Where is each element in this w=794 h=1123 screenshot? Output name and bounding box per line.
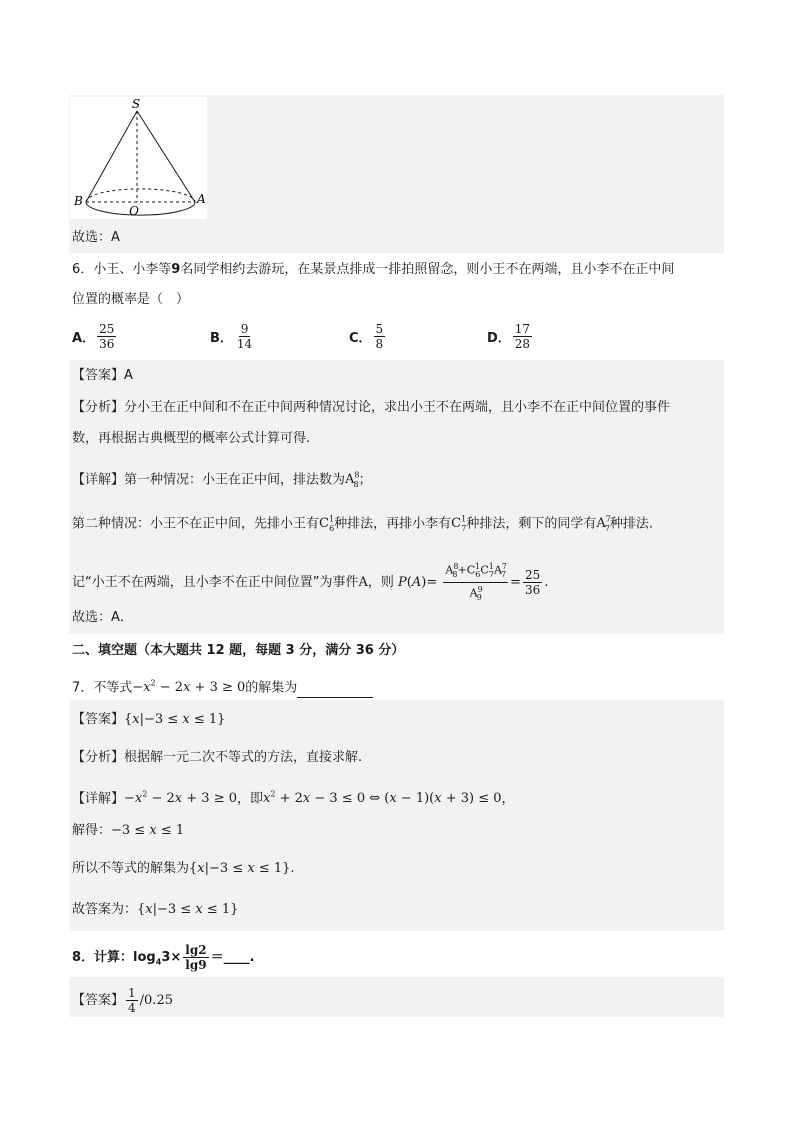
q7-detail	[72, 785, 515, 809]
answer-value: A	[124, 368, 133, 383]
event-name: A	[358, 574, 368, 590]
q6-option-c	[349, 322, 387, 351]
final-label: 故答案为：	[72, 902, 138, 917]
detail-end: ；	[358, 472, 372, 488]
q8-stem	[72, 943, 255, 973]
q6-option-a	[72, 322, 118, 351]
perm-a77: $A^7_7$	[596, 515, 611, 533]
cone-figure	[70, 97, 207, 219]
q7-solve	[72, 821, 184, 841]
conclusion-end: .	[290, 861, 295, 876]
cone-diagram	[70, 97, 207, 219]
section2-title: 二、填空题（本大题共 12 题，每题 3 分，满分 36 分）	[72, 643, 405, 658]
q6-stem-line1	[72, 260, 674, 280]
q8-fraction: $\frac{\lg 2}{\lg 9}$	[185, 943, 207, 972]
q7-final	[72, 900, 238, 920]
conclusion-set: {x|−3 ≤ x ≤ 1}	[189, 861, 291, 876]
detail-equiv: $x^2 + 2x - 3 \le 0$ ⇔ (x − 1)(x + 3) ≤ 0	[263, 790, 502, 807]
label-s: S	[131, 97, 141, 111]
q6-stem-a: 6．小王、小李等	[72, 262, 172, 277]
comb-c17: $C^1_7$	[451, 515, 467, 533]
answer-blank	[297, 683, 373, 698]
detail-text: 记“小王不在两端，且小李不在正中间位置”为事件	[72, 574, 359, 590]
analysis-text: 分小王在正中间和不在正中间两种情况讨论，求出小王不在两端，且小李不在正中间位置的事件	[124, 400, 671, 415]
detail-ineq: $-x^2 - 2x + 3 \ge 0$	[124, 790, 237, 807]
q7-analysis	[72, 748, 362, 768]
q8-answer-fraction: $\frac{1}{4}$	[128, 986, 136, 1015]
q6-detail-line3: 记“小王不在两端，且小李不在正中间位置”为事件A，则 P(A)= $\frac{A^8_8+C^1_6C^1_7A^7_7}{A^9_9}$ = $\frac{25}{36}$ .	[72, 560, 548, 605]
detail-text: 种排法，剩下的同学有	[466, 516, 597, 532]
q8-answer	[72, 986, 173, 1015]
prob-fraction: $\frac{A^8_8+C^1_6C^1_7A^7_7}{A^9_9}$	[445, 562, 507, 602]
option-fraction: $\frac{25}{36}$	[99, 322, 115, 351]
perm-a88: $A^8_8$	[345, 471, 360, 489]
q7-stem-tail: 的解集为	[245, 680, 298, 696]
q6-detail-line1	[72, 466, 372, 495]
option-fraction: $\frac{17}{28}$	[514, 322, 531, 351]
label-b: B	[74, 194, 83, 208]
conclusion-text: 所以不等式的解集为	[72, 861, 190, 876]
option-label: A．	[72, 331, 96, 346]
q6-stem-b: 名同学相约去游玩，在某景点排成一排拍照留念，则小王不在两端，且小李不在正中间	[180, 262, 675, 277]
q7-solution-block	[69, 700, 724, 931]
analysis-tag: 【分析】	[72, 750, 125, 765]
option-label: B．	[210, 331, 233, 346]
q6-stem-line2: 位置的概率是（ ）	[72, 292, 190, 307]
q8-stem-text: 8．计算：	[72, 950, 134, 965]
q6-option-b	[210, 322, 256, 351]
q8-expression: $\log_43\times$	[133, 950, 182, 967]
q6-analysis-line1	[72, 398, 670, 418]
q6-answer	[72, 366, 133, 386]
analysis-text: 根据解一元二次不等式的方法，直接求解.	[124, 750, 363, 765]
detail-text: 种排法，再排小李有	[334, 516, 452, 532]
q7-conclusion	[72, 859, 295, 879]
prob-expr: P	[398, 574, 407, 590]
q7-inequality: $-x^2 - 2x + 3 \ge 0$	[132, 679, 246, 696]
detail-text: 第二种情况：小王不在正中间，先排小王有	[72, 516, 320, 532]
option-label: C．	[349, 331, 372, 346]
q5-choice: 故选：A	[72, 230, 120, 245]
final-set: {x|−3 ≤ x ≤ 1}	[137, 902, 239, 917]
option-fraction: $\frac{5}{8}$	[375, 322, 384, 351]
q6-detail-line2	[72, 510, 653, 539]
q7-answer-set: {x|−3 ≤ x ≤ 1}	[124, 712, 226, 727]
q8-answer-alt: /0.25	[139, 993, 173, 1008]
prob-result: $\frac{25}{36}$	[524, 567, 541, 597]
detail-tag: 【详解】	[72, 472, 125, 488]
analysis-tag: 【分析】	[72, 400, 125, 415]
q6-analysis-line2: 数，再根据古典概型的概率公式计算可得.	[72, 431, 311, 446]
answer-tag: 【答案】	[72, 368, 125, 383]
detail-end: ，	[501, 791, 515, 807]
q6-stem-num: 9	[171, 262, 181, 277]
detail-text: ，则	[367, 574, 394, 590]
option-fraction: $\frac{9}{14}$	[236, 322, 253, 351]
detail-text: 种排法.	[609, 516, 654, 532]
q7-stem-text: 7．不等式	[72, 680, 133, 696]
solve-label: 解得：	[72, 823, 112, 838]
q7-answer	[72, 710, 225, 730]
answer-tag: 【答案】	[72, 993, 125, 1008]
q6-choice: 故选：A．	[72, 610, 133, 625]
comb-c16: $C^1_6$	[319, 515, 335, 533]
solve-result: −3 ≤ x ≤ 1	[111, 823, 185, 838]
q8-stem-end: ＝____.	[210, 950, 255, 965]
detail-text: ，即	[237, 791, 264, 807]
answer-tag: 【答案】	[72, 712, 125, 727]
label-a: A	[197, 192, 206, 206]
detail-text: 第一种情况：小王在正中间，排法数为	[124, 472, 346, 488]
option-label: D．	[487, 331, 511, 346]
detail-tag: 【详解】	[72, 791, 125, 807]
label-o: O	[129, 204, 139, 218]
q7-stem	[72, 674, 373, 698]
q6-option-d	[487, 322, 534, 351]
